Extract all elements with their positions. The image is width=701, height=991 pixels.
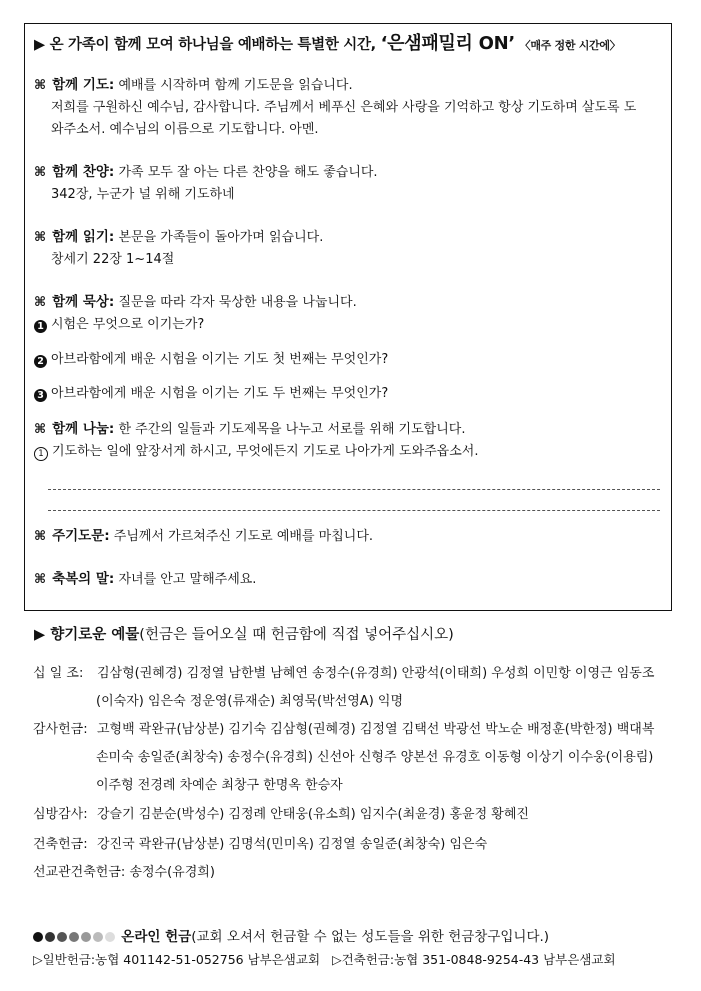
command-mark-icon: ⌘ bbox=[34, 529, 47, 544]
praise-heading bbox=[34, 164, 378, 181]
worship-title-main: ‘은샘패밀리 ON’ bbox=[380, 33, 515, 54]
tithe-names-line1: 김삼형(권혜경) 김정열 남한별 남혜연 송정수(유경희) 안광석(이태희) 우성희 이민항 이영근 임동조 bbox=[97, 666, 655, 681]
online-offering-title bbox=[33, 929, 549, 946]
prayer-desc: 예배를 시작하며 함께 기도문을 읽습니다. bbox=[114, 78, 353, 93]
thanks-names-line3: 이주형 전경례 차예순 최창구 한명옥 한승자 bbox=[96, 778, 343, 793]
circled-number-icon: 1 bbox=[34, 447, 48, 461]
dot-2 bbox=[45, 932, 55, 942]
dot-1 bbox=[33, 932, 43, 942]
command-mark-icon: ⌘ bbox=[34, 165, 47, 180]
blessing-desc: 자녀를 안고 말해주세요. bbox=[114, 572, 257, 587]
thanks-row bbox=[33, 721, 654, 738]
simbang-label: 심방감사: bbox=[33, 807, 88, 822]
meditation-question-1 bbox=[34, 316, 204, 333]
online-title-note: (교회 오셔서 헌금할 수 없는 성도들을 위한 헌금창구입니다.) bbox=[191, 929, 550, 945]
filled-number-icon: 1 bbox=[34, 320, 47, 333]
praise-desc: 가족 모두 잘 아는 다른 찬양을 해도 좋습니다. bbox=[114, 165, 378, 180]
prayer-head: 함께 기도: bbox=[52, 77, 115, 93]
sharing-item-text: 기도하는 일에 앞장서게 하시고, 무엇에든지 기도로 나아가게 도와주옵소서. bbox=[52, 444, 479, 459]
command-mark-icon: ⌘ bbox=[34, 78, 47, 93]
dot-4 bbox=[69, 932, 79, 942]
question-text: 시험은 무엇으로 이기는가? bbox=[51, 317, 205, 332]
tithe-label: 십 일 조: bbox=[33, 666, 84, 681]
offering-arrow: ▶ bbox=[34, 627, 51, 643]
offering-title-note: (헌금은 들어오실 때 헌금함에 직접 넣어주십시오) bbox=[139, 627, 454, 643]
sharing-heading bbox=[34, 421, 465, 438]
lords-prayer-desc: 주님께서 가르쳐주신 기도로 예배를 마칩니다. bbox=[109, 529, 374, 544]
thanks-label: 감사헌금: bbox=[33, 722, 88, 737]
mission-building-label: 선교관건축헌금: bbox=[33, 865, 126, 880]
prayer-heading bbox=[34, 77, 353, 94]
building-names: 강진국 곽완규(남상분) 김명석(민미옥) 김정열 송일준(최창숙) 임은숙 bbox=[97, 837, 488, 852]
praise-song: 342장, 누군가 널 위해 기도하네 bbox=[51, 187, 235, 202]
meditation-desc: 질문을 따라 각자 묵상한 내용을 나눕니다. bbox=[114, 295, 357, 310]
sharing-item-1 bbox=[34, 443, 479, 461]
lords-prayer-heading bbox=[34, 528, 373, 545]
worship-title-prefix: ▶ 온 가족이 함께 모여 하나님을 예배하는 특별한 시간, bbox=[34, 37, 381, 53]
simbang-names: 강슬기 김분순(박성수) 김정례 안태웅(유소희) 임지수(최윤경) 홍윤정 황혜진 bbox=[97, 807, 529, 822]
building-label: 건축헌금: bbox=[33, 837, 88, 852]
offering-title-bold: 향기로운 예물 bbox=[50, 627, 140, 643]
general-offering-account: ▷일반헌금:농협 401142-51-052756 남부은샘교회 bbox=[33, 952, 321, 967]
meditation-question-2 bbox=[34, 351, 388, 368]
tithe-names-line2: (이숙자) 임은숙 정운영(류재순) 최영묵(박선영A) 익명 bbox=[96, 694, 404, 709]
gradient-dots-icon bbox=[33, 929, 117, 945]
prayer-text-line2: 와주소서. 예수님의 이름으로 기도합니다. 아멘. bbox=[51, 122, 319, 137]
meditation-head: 함께 묵상: bbox=[52, 294, 115, 310]
command-mark-icon: ⌘ bbox=[34, 230, 47, 245]
sharing-desc: 한 주간의 일들과 기도제목을 나누고 서로를 위해 기도합니다. bbox=[114, 422, 466, 437]
dot-3 bbox=[57, 932, 67, 942]
sharing-head: 함께 나눔: bbox=[52, 421, 115, 437]
reading-desc: 본문을 가족들이 돌아가며 읽습니다. bbox=[114, 230, 324, 245]
thanks-names-line2: 손미숙 송일준(최창숙) 송정수(유경희) 신선아 신형주 양본선 유경호 이동형 이상기 이수웅(이용림) bbox=[96, 750, 654, 765]
reading-passage: 창세기 22장 1~14절 bbox=[51, 252, 175, 267]
praise-head: 함께 찬양: bbox=[52, 164, 115, 180]
writing-line-2 bbox=[48, 510, 660, 511]
building-offering-account: ▷건축헌금:농협 351-0848-9254-43 남부은샘교회 bbox=[331, 952, 616, 967]
blessing-head: 축복의 말: bbox=[52, 571, 115, 587]
dot-5 bbox=[81, 932, 91, 942]
building-row bbox=[33, 836, 487, 853]
filled-number-icon: 2 bbox=[34, 355, 47, 368]
reading-head: 함께 읽기: bbox=[52, 229, 115, 245]
offering-title bbox=[34, 627, 454, 644]
dot-7 bbox=[105, 932, 115, 942]
writing-line-1 bbox=[48, 489, 660, 490]
mission-building-row bbox=[33, 864, 215, 881]
question-text: 아브라함에게 배운 시험을 이기는 기도 첫 번째는 무엇인가? bbox=[51, 352, 389, 367]
blessing-heading bbox=[34, 571, 256, 588]
thanks-names-line1: 고형백 곽완규(남상분) 김기숙 김삼형(권혜경) 김정열 김택선 박광선 박노순 배정훈(박한정) 백대복 bbox=[97, 722, 655, 737]
tithe-row bbox=[33, 665, 654, 682]
command-mark-icon: ⌘ bbox=[34, 295, 47, 310]
prayer-text-line1: 저희를 구원하신 예수님, 감사합니다. 주님께서 베푸신 은혜와 사랑을 기억하고 항상 기도하며 살도록 도 bbox=[51, 100, 637, 115]
mission-building-names: 송정수(유경희) bbox=[129, 865, 215, 880]
meditation-question-3 bbox=[34, 385, 388, 402]
filled-number-icon: 3 bbox=[34, 389, 47, 402]
question-text: 아브라함에게 배운 시험을 이기는 기도 두 번째는 무엇인가? bbox=[51, 386, 389, 401]
command-mark-icon: ⌘ bbox=[34, 422, 47, 437]
worship-title bbox=[34, 35, 620, 54]
lords-prayer-head: 주기도문: bbox=[52, 528, 110, 544]
online-title-bold: 온라인 헌금 bbox=[121, 929, 192, 945]
command-mark-icon: ⌘ bbox=[34, 572, 47, 587]
meditation-heading bbox=[34, 294, 357, 311]
simbang-row bbox=[33, 806, 529, 823]
online-accounts bbox=[33, 951, 616, 968]
dot-6 bbox=[93, 932, 103, 942]
worship-title-suffix: 〈매주 정한 시간에〉 bbox=[519, 39, 621, 52]
reading-heading bbox=[34, 229, 323, 246]
